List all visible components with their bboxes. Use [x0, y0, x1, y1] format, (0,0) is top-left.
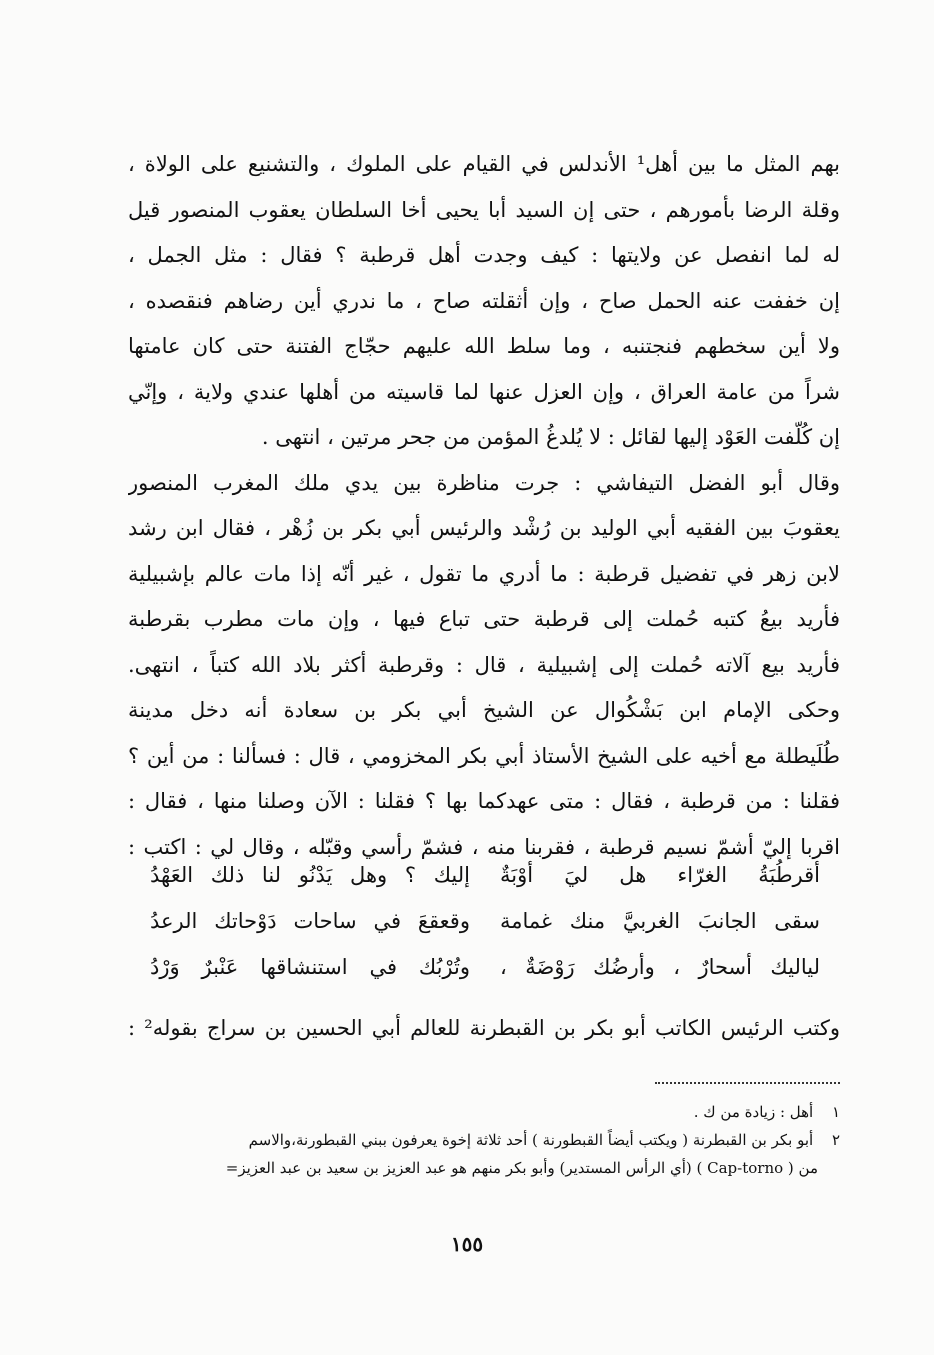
text-line: شراً من عامة العراق ، وإن العزل عنها لما قاسيته من أهلها عندي ولاية ، وإنّي	[128, 379, 840, 404]
closing-paragraph	[128, 1006, 840, 1052]
text-line: إن خففت عنه الحمل صاح ، وإن أثقلته صاح ، ما ندري أين رضاهم فنقصده ،	[128, 288, 840, 313]
footnote-text: أبو بكر بن القبطرنة ( ويكتب أيضاً القبطورنة ) أحد ثلاثة إخوة يعرفون ببني القبطورنة،والاسم	[248, 1131, 814, 1149]
footnote-continuation: من ( Cap-torno ) (أي الرأس المستدير) وأبو بكر منهم هو عبد العزيز بن سعيد بن عبد العزيز=	[225, 1159, 818, 1177]
text-line: بهم المثل ما بين أهل¹ الأندلس في القيام على الملوك ، والتشنيع على الولاة ،	[128, 152, 840, 176]
footnotes	[128, 1098, 840, 1182]
footnote	[128, 1126, 840, 1154]
text-line: فقلنا : من قرطبة ، فقال : متى عهدكما بها ؟ فقلنا : الآن وصلنا منها ، فقال :	[128, 789, 840, 813]
footnote-divider	[655, 1082, 840, 1084]
text-line: طُلَيطلة مع أخيه على الشيخ الأستاذ أبي بكر المخزومي ، قال : فسألنا : من أين ؟	[128, 743, 840, 768]
poem	[150, 852, 820, 990]
footnote-text: أهل : زيادة من ك .	[693, 1103, 814, 1121]
verse-first-hemistich: لياليك أسحارٌ ، وأرضُك رَوْضَةٌ ،	[500, 955, 820, 979]
footnote	[128, 1098, 840, 1126]
text-line: اقربا إليّ أشمّ نسيم قرطبة ، فقربنا منه ، فشمّ رأسي وقبّله ، وقال لي : اكتب :	[128, 834, 840, 859]
text-line: له لما انفصل عن ولايتها : كيف وجدت أهل قرطبة ؟ فقال : مثل الجمل ،	[128, 243, 840, 267]
text-line: وقلة الرضا بأمورهم ، حتى إن السيد أبا يحيى أخا السلطان يعقوب المنصور قيل	[128, 197, 840, 222]
text-line: وقال أبو الفضل التيفاشي : جرت مناظرة بين يدي ملك المغرب المنصور	[128, 470, 840, 495]
verse-second-hemistich: وتُرْبُك في استنشاقها عَنْبرٌ وَرْدُ	[150, 955, 470, 979]
poem-verse	[150, 944, 820, 990]
text-line: وكتب الرئيس الكاتب أبو بكر بن القبطرنة للعالم أبي الحسين بن سراج بقوله² :	[128, 1016, 840, 1040]
text-line: وحكى الإمام ابن بَشْكُوال عن الشيخ أبي بكر بن سعادة أنه دخل مدينة	[128, 698, 840, 722]
text-line: فأريد بيعُ كتبه حُملت إلى قرطبة حتى تباع فيها ، وإن مات مطرب بقرطبة	[128, 607, 840, 631]
poem-verse	[150, 898, 820, 944]
text-line: ولا أين سخطهم فنجتنبه ، وما سلط الله عليهم حجّاج الفتنة حتى كان عامتها	[128, 334, 840, 358]
text-line: فأريد بيع آلاته حُملت إلى إشبيلية ، قال : وقرطبة أكثر بلاد الله كتباً ، انتهى.	[128, 652, 840, 677]
text-line: لابن زهر في تفضيل قرطبة : ما أدري ما تقول ، غير أنّه إذا مات عالم بإشبيلية	[128, 561, 840, 586]
page-number: ١٥٥	[450, 1232, 484, 1256]
verse-first-hemistich: سقى الجانبَ الغربيَّ منك غمامة	[500, 909, 820, 933]
verse-second-hemistich: إليك ؟ وهل يَدْنُو لنا ذلك العَهْدُ	[150, 863, 470, 887]
text-line: يعقوبَ بين الفقيه أبي الوليد بن رُشْد والرئيس أبي بكر بن زُهْر ، فقال ابن رشد	[128, 516, 840, 540]
footnote-number: ١	[831, 1103, 840, 1121]
footnote-number: ٢	[831, 1131, 840, 1149]
verse-second-hemistich: وقعقعَ في ساحات دَوْحاتك الرعدُ	[150, 909, 470, 933]
text-line: إن كُلّفت العَوْد إليها لقائل : لا يُلدغُ المؤمن من جحر مرتين ، انتهى .	[261, 425, 840, 449]
verse-first-hemistich: أقرطُبَةُ الغرّاء هل ليَ أوْبَةٌ	[500, 863, 820, 887]
main-text	[128, 142, 840, 870]
poem-verse	[150, 852, 820, 898]
